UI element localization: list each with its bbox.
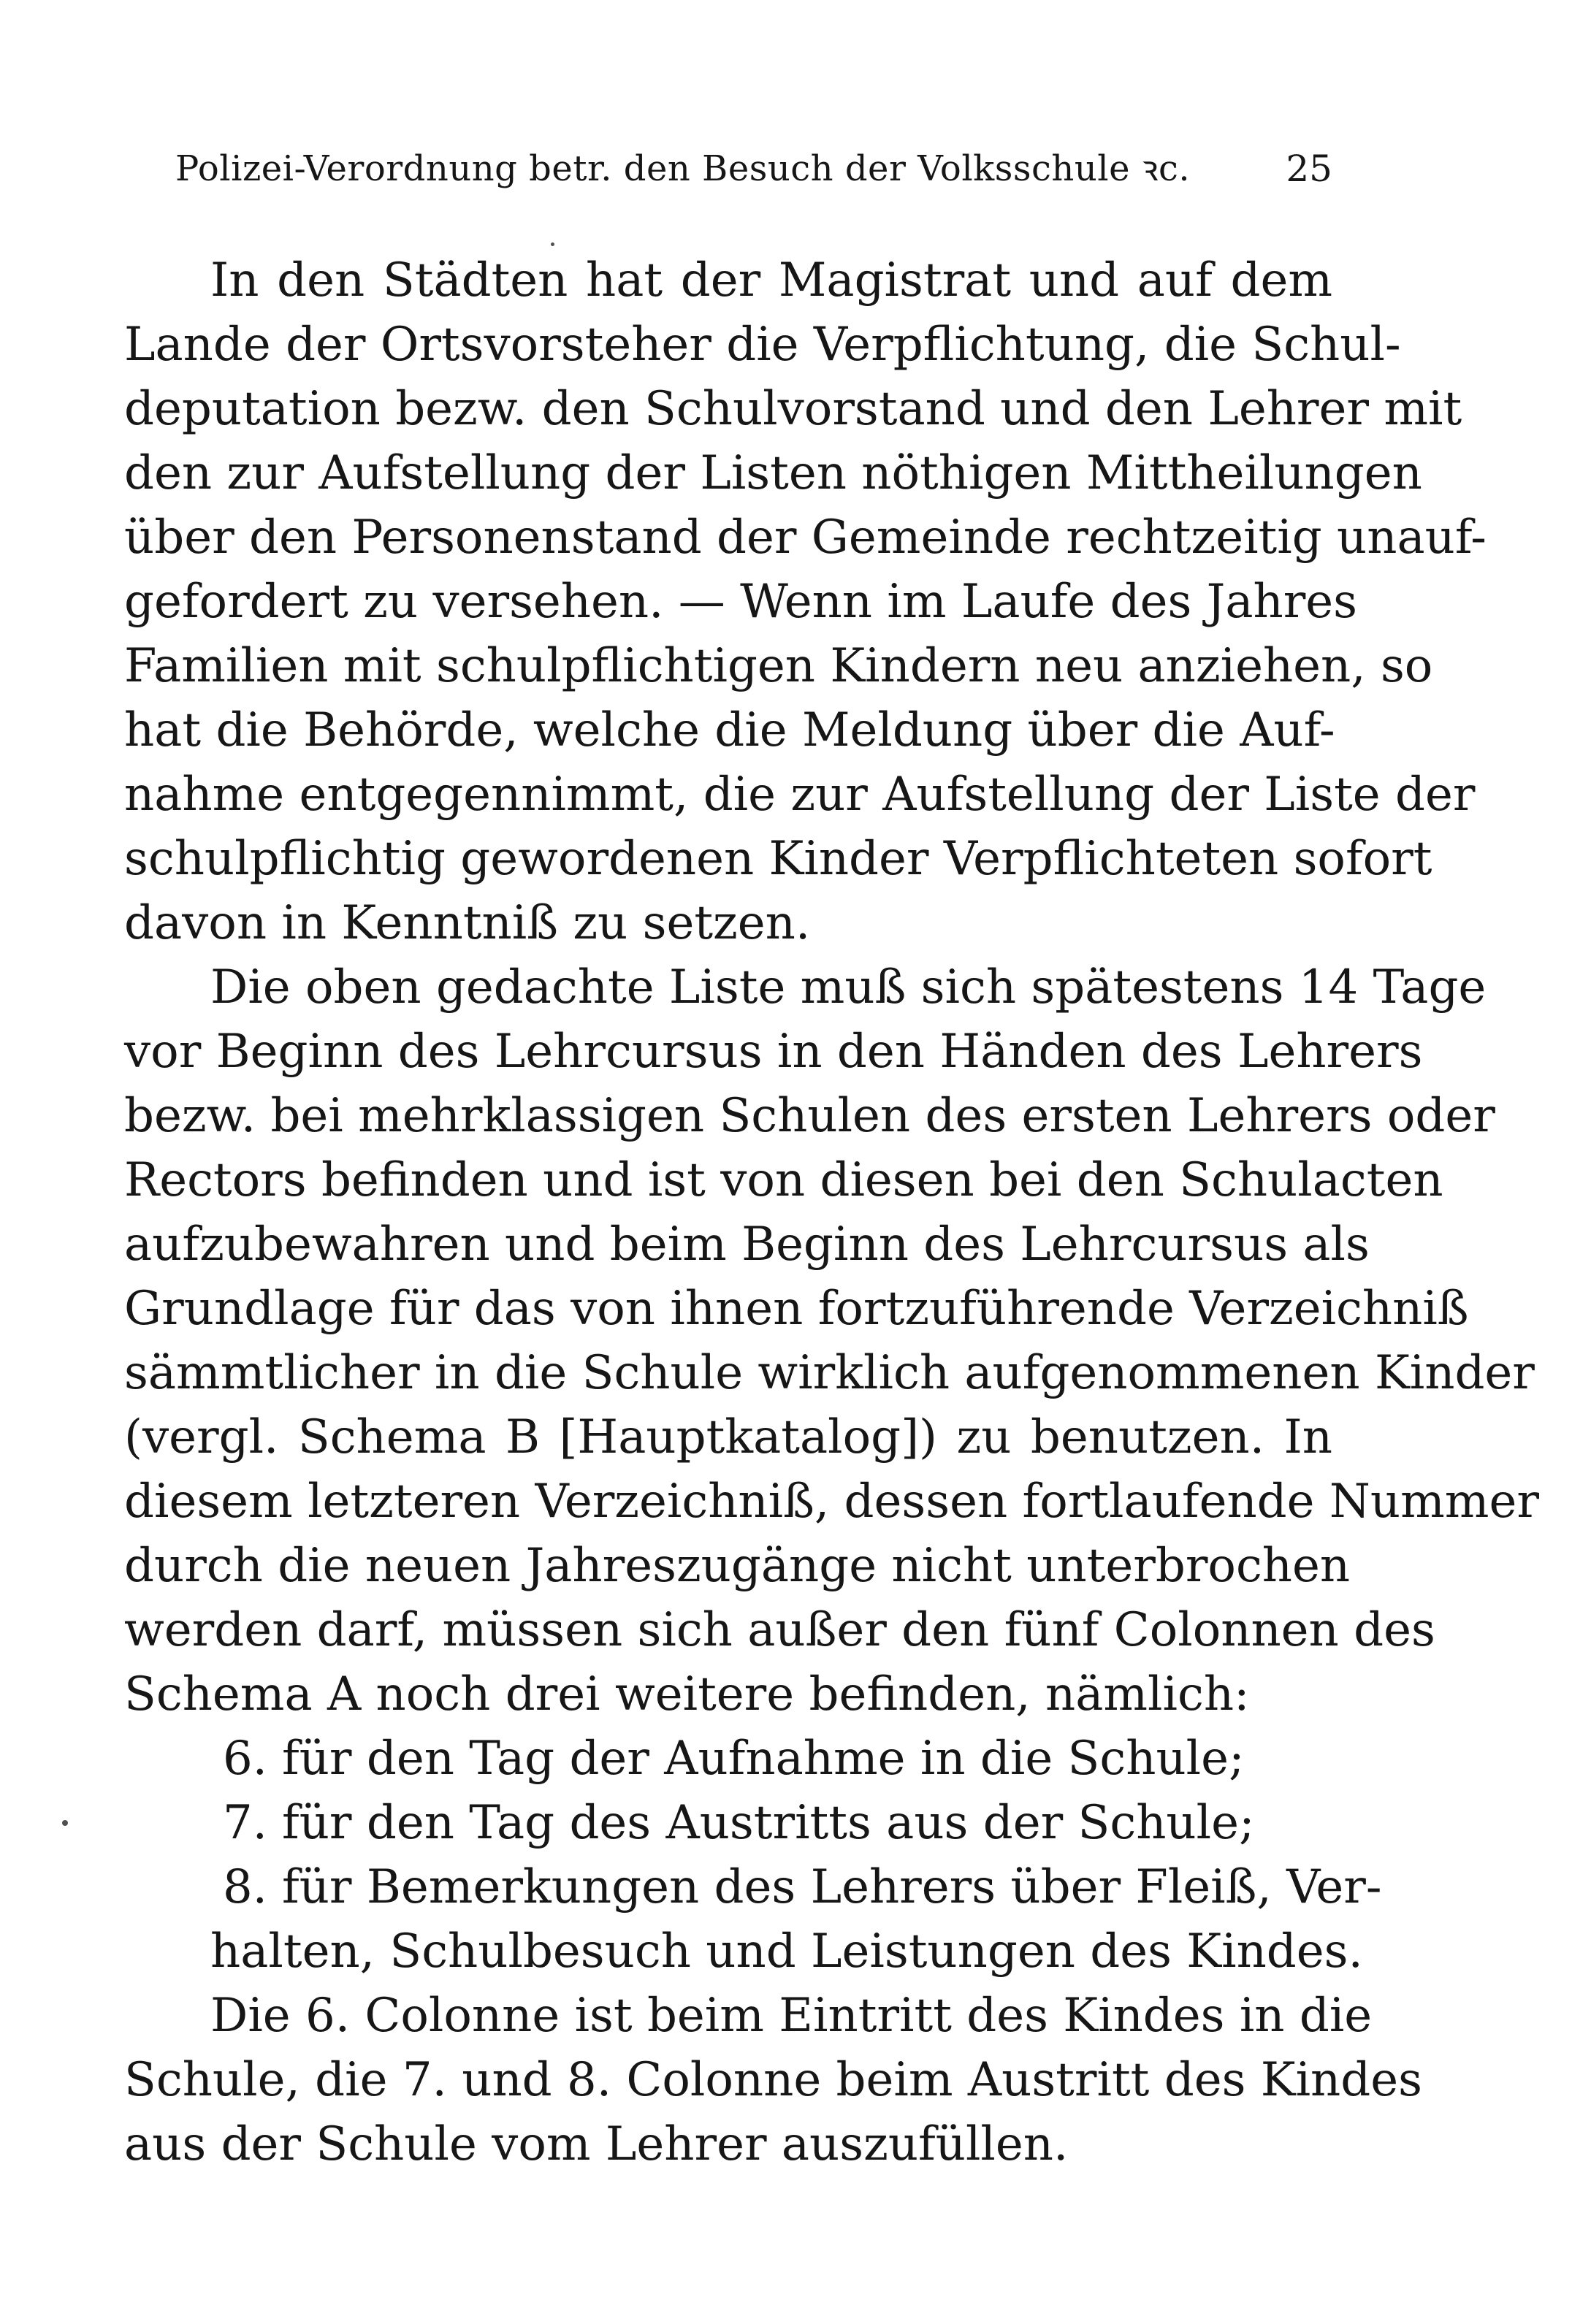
list-item xyxy=(124,1791,1332,1855)
text-line: deputation bezw. den Schulvorstand und den Lehrer mit xyxy=(124,382,1462,436)
list-item xyxy=(124,1855,1382,1919)
text-line: Rectors befinden und ist von diesen bei den Schulacten xyxy=(124,1153,1443,1207)
text-line: werden darf, müssen sich außer den fünf Colonnen des xyxy=(124,1603,1435,1657)
list-item-continuation: halten, Schulbesuch und Leistungen des Kindes. xyxy=(210,1924,1363,1979)
list-item-text: für den Tag der Aufnahme in die Schule; xyxy=(282,1732,1245,1786)
text-line: Schule, die 7. und 8. Colonne beim Austritt des Kindes xyxy=(124,2053,1422,2107)
text-line: gefordert zu versehen. — Wenn im Laufe des Jahres xyxy=(124,575,1357,629)
text-line: In den Städten hat der Magistrat und auf dem xyxy=(210,253,1332,307)
text-line: Schema A noch drei weitere befinden, nämlich: xyxy=(124,1667,1250,1721)
list-item-number: 6. xyxy=(222,1732,267,1786)
text-line: schulpflichtig gewordenen Kinder Verpflichteten sofort xyxy=(124,832,1432,886)
running-header xyxy=(175,143,1332,194)
print-speck xyxy=(551,242,554,246)
list-item-text: für Bemerkungen des Lehrers über Fleiß, Ver- xyxy=(282,1860,1382,1914)
print-speck xyxy=(62,1820,68,1826)
text-line: nahme entgegennimmt, die zur Aufstellung der Liste der xyxy=(124,768,1476,822)
text-line: den zur Aufstellung der Listen nöthigen Mittheilungen xyxy=(124,446,1422,500)
text-line: Grundlage für das von ihnen fortzuführende Verzeichniß xyxy=(124,1282,1469,1336)
list-item-number: 7. xyxy=(222,1796,267,1850)
text-line: (vergl. Schema B [Hauptkatalog]) zu benutzen. In xyxy=(124,1410,1332,1464)
list-item-number: 8. xyxy=(222,1860,267,1914)
text-line: Lande der Ortsvorsteher die Verpflichtung, die Schul- xyxy=(124,318,1401,372)
text-line: durch die neuen Jahreszugänge nicht unterbrochen xyxy=(124,1539,1351,1593)
text-line: vor Beginn des Lehrcursus in den Händen des Lehrers xyxy=(124,1025,1423,1079)
text-line: über den Personenstand der Gemeinde rechtzeitig unauf- xyxy=(124,511,1487,565)
text-line: aus der Schule vom Lehrer auszufüllen. xyxy=(124,2117,1069,2171)
page-number: 25 xyxy=(1286,148,1332,190)
text-line: aufzubewahren und beim Beginn des Lehrcursus als xyxy=(124,1218,1370,1272)
text-line: bezw. bei mehrklassigen Schulen des ersten Lehrers oder xyxy=(124,1089,1495,1143)
list-item xyxy=(124,1727,1332,1791)
text-line: Die oben gedachte Liste muß sich spätestens 14 Tage xyxy=(210,960,1487,1014)
running-title: Polizei-Verordnung betr. den Besuch der Volksschule ꝛc. xyxy=(175,148,1191,189)
text-line: hat die Behörde, welche die Meldung über die Auf- xyxy=(124,703,1335,757)
text-line: sämmtlicher in die Schule wirklich aufgenommenen Kinder xyxy=(124,1346,1535,1400)
text-line: diesem letzteren Verzeichniß, dessen fortlaufende Nummer xyxy=(124,1475,1539,1529)
list-item-text: für den Tag des Austritts aus der Schule; xyxy=(282,1796,1255,1850)
text-line: Familien mit schulpflichtigen Kindern neu anziehen, so xyxy=(124,639,1433,693)
text-line: Die 6. Colonne ist beim Eintritt des Kindes in die xyxy=(210,1989,1373,2043)
text-line: davon in Kenntniß zu setzen. xyxy=(124,896,811,950)
